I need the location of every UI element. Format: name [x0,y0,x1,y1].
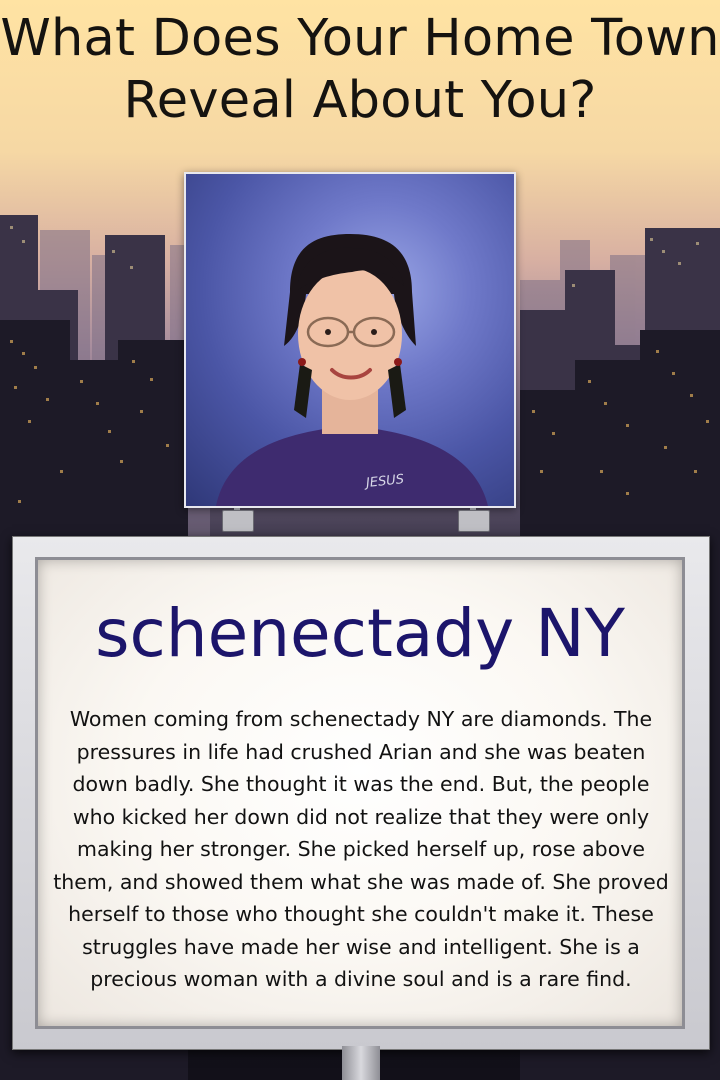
billboard-panel [35,557,685,1029]
billboard-post [342,1046,380,1080]
billboard [12,536,710,1050]
billboard-bracket-right [458,510,490,532]
billboard-body-text: Women coming from schenectady NY are diamonds. The pressures in life had crushed Arian and she was beaten down badly. She thought it was the end. But, the people who kicked her down did not realize that they were only making her stronger. She picked herself up, rose above them, and showed them what she was made of. She proved herself to those who thought she couldn't make it. These struggles have made her wise and intelligent. She is a precious woman with a divine soul and is a rare find. [53,707,669,991]
billboard-headline: schenectady NY [95,595,625,672]
shirt-lettering: JESUS [365,472,405,491]
portrait-photo [186,174,514,506]
page-title: What Does Your Home Town Reveal About You? [0,9,720,130]
portrait-frame [184,172,516,508]
portrait-illustration [186,174,514,506]
billboard-bracket-left [222,510,254,532]
